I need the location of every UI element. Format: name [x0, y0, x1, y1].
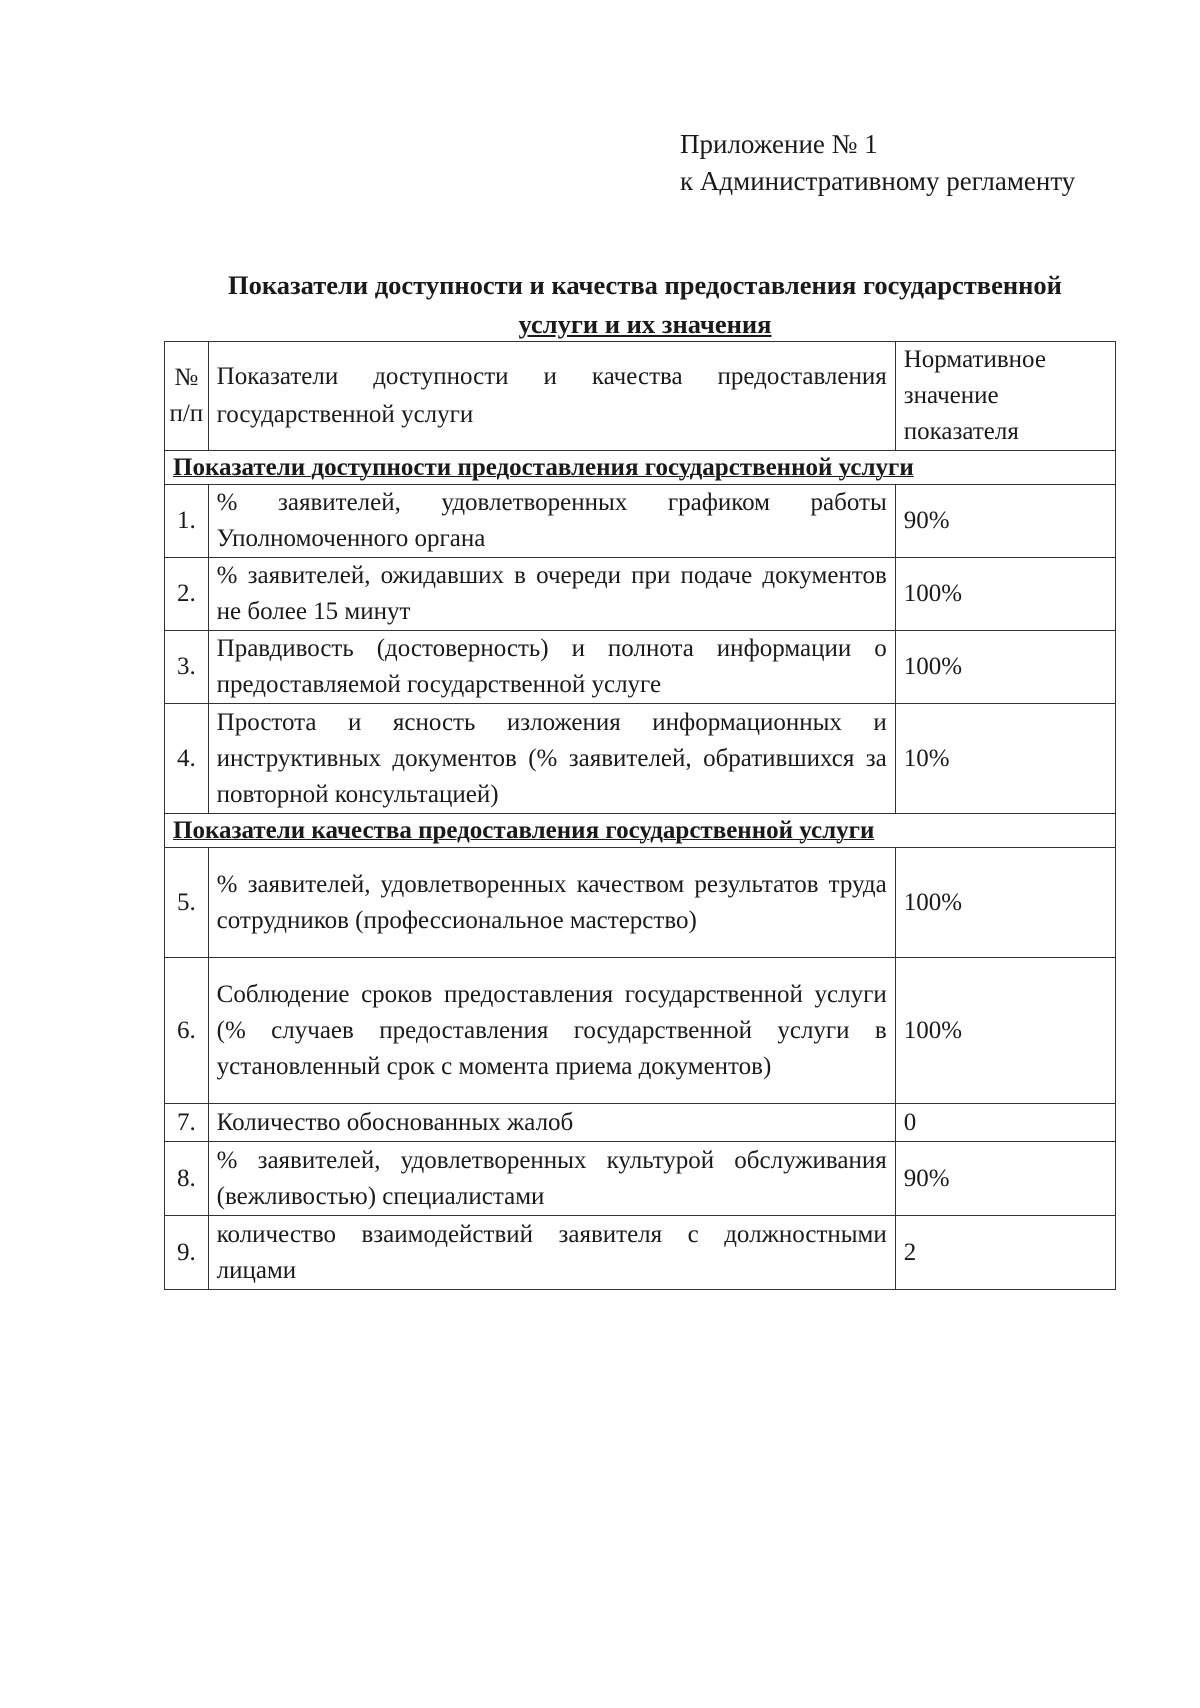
- row-num: 3.: [165, 631, 209, 704]
- header-indicator: Показатели доступности и качества предоставления государственной услуги: [208, 342, 895, 451]
- table-row: [165, 1104, 1116, 1142]
- header-value: Нормативное значение показателя: [895, 342, 1115, 451]
- indicators-table: [164, 341, 1116, 1290]
- row-indicator: Простота и ясность изложения информационных и инструктивных документов (% заявителей, обратившихся за повторной консультацией): [208, 704, 895, 814]
- row-value: 0: [895, 1104, 1115, 1142]
- title-line-2: услуги и их значения: [518, 309, 772, 339]
- document-title: [195, 266, 1095, 344]
- table-row: [165, 704, 1116, 814]
- row-indicator: % заявителей, ожидавших в очереди при подаче документов не более 15 минут: [208, 558, 895, 631]
- title-line-1: Показатели доступности и качества предоставления государственной: [228, 270, 1062, 300]
- row-num: 7.: [165, 1104, 209, 1142]
- row-num: 2.: [165, 558, 209, 631]
- header-num: № п/п: [165, 342, 209, 451]
- row-num: 4.: [165, 704, 209, 814]
- row-value: 100%: [895, 631, 1115, 704]
- appendix-line-2: к Административному регламенту: [680, 166, 1076, 196]
- row-indicator: % заявителей, удовлетворенных качеством результатов труда сотрудников (профессиональное мастерство): [208, 848, 895, 958]
- row-indicator: Правдивость (достоверность) и полнота информации о предоставляемой государственной услуге: [208, 631, 895, 704]
- table-row: [165, 558, 1116, 631]
- table-row: [165, 1142, 1116, 1216]
- row-indicator: количество взаимодействий заявителя с должностными лицами: [208, 1216, 895, 1290]
- section-row: [165, 451, 1116, 485]
- appendix-line-1: Приложение № 1: [680, 129, 878, 159]
- table-header-row: [165, 342, 1116, 451]
- table-row: [165, 1216, 1116, 1290]
- row-num: 9.: [165, 1216, 209, 1290]
- row-indicator: % заявителей, удовлетворенных культурой обслуживания (вежливостью) специалистами: [208, 1142, 895, 1216]
- row-value: 90%: [895, 1142, 1115, 1216]
- section-row: [165, 814, 1116, 848]
- row-indicator: Соблюдение сроков предоставления государственной услуги (% случаев предоставления государственной услуги в установленный срок с момента приема документов): [208, 958, 895, 1104]
- table-row: [165, 848, 1116, 958]
- row-num: 6.: [165, 958, 209, 1104]
- row-num: 8.: [165, 1142, 209, 1216]
- table-row: [165, 631, 1116, 704]
- row-num: 1.: [165, 485, 209, 558]
- appendix-note: [680, 126, 1075, 200]
- row-value: 10%: [895, 704, 1115, 814]
- row-value: 100%: [895, 558, 1115, 631]
- table-row: [165, 958, 1116, 1104]
- row-value: 100%: [895, 848, 1115, 958]
- row-num: 5.: [165, 848, 209, 958]
- row-value: 100%: [895, 958, 1115, 1104]
- section-title: Показатели доступности предоставления государственной услуги: [173, 454, 914, 481]
- section-title: Показатели качества предоставления государственной услуги: [173, 817, 875, 844]
- row-indicator: Количество обоснованных жалоб: [208, 1104, 895, 1142]
- row-indicator: % заявителей, удовлетворенных графиком работы Уполномоченного органа: [208, 485, 895, 558]
- row-value: 2: [895, 1216, 1115, 1290]
- table-row: [165, 485, 1116, 558]
- row-value: 90%: [895, 485, 1115, 558]
